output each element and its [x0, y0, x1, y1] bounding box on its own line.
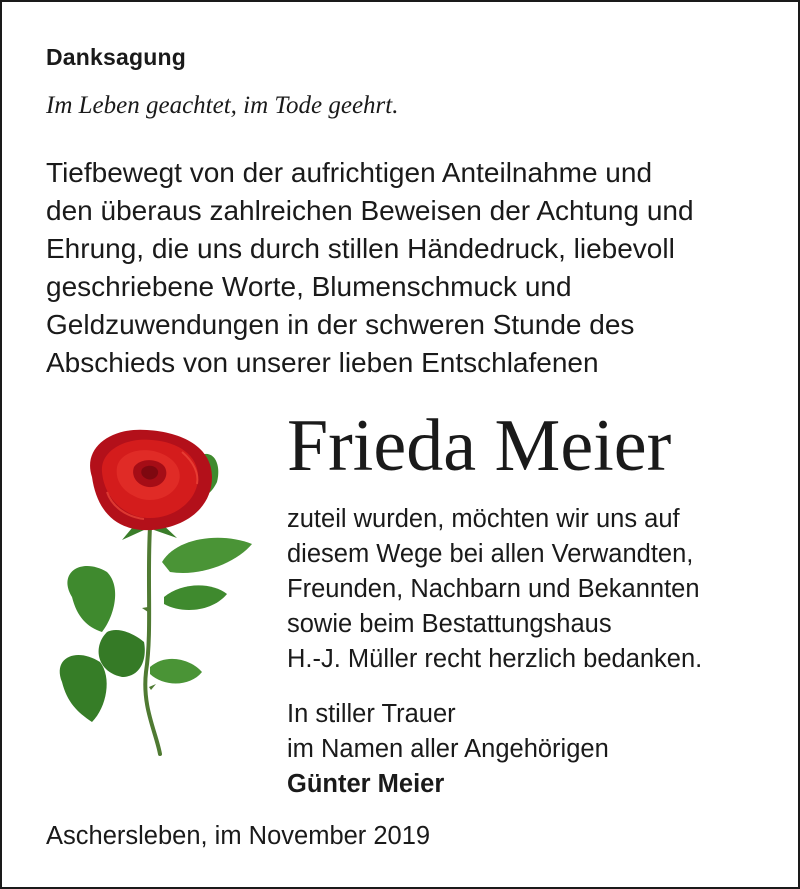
thanks-line: sowie beim Bestattungshaus: [287, 610, 612, 638]
intro-line: den überaus zahlreichen Beweisen der Achtung und: [46, 195, 694, 226]
rose-leaf: [99, 630, 145, 677]
rose-thorn: [142, 607, 148, 612]
intro-line: Abschieds von unserer lieben Entschlafenen: [46, 347, 599, 378]
notice-heading: Danksagung: [46, 44, 187, 70]
mourning-line: In stiller Trauer: [287, 700, 456, 728]
intro-line: Tiefbewegt von der aufrichtigen Anteilnahme und: [46, 157, 653, 188]
signer-name: Günter Meier: [287, 770, 445, 798]
mourning-block: [287, 697, 609, 802]
rose-leaf: [162, 538, 252, 573]
thanks-line: diesem Wege bei allen Verwandten,: [287, 540, 694, 568]
rose-leaf: [67, 566, 115, 632]
place-date: Aschersleben, im November 2019: [46, 822, 431, 850]
deceased-name: Frieda Meier: [287, 405, 672, 487]
rose-leaf: [60, 655, 107, 722]
rose-leaf: [150, 659, 202, 684]
thanks-text: [287, 502, 702, 677]
rose-stem: [145, 527, 160, 754]
rose-leaf: [164, 585, 227, 610]
thanks-line: H.-J. Müller recht herzlich bedanken.: [287, 645, 703, 673]
thanks-line: zuteil wurden, möchten wir uns auf: [287, 505, 680, 533]
thanks-line: Freunden, Nachbarn und Bekannten: [287, 575, 700, 603]
intro-line: Geldzuwendungen in der schweren Stunde des: [46, 309, 635, 340]
mourning-line: im Namen aller Angehörigen: [287, 735, 609, 763]
motto: Im Leben geachtet, im Tode geehrt.: [46, 92, 399, 119]
intro-text: [46, 154, 786, 382]
red-rose-icon: [52, 422, 262, 762]
intro-line: Ehrung, die uns durch stillen Händedruck, liebevoll: [46, 233, 675, 264]
intro-line: geschriebene Worte, Blumenschmuck und: [46, 271, 572, 302]
rose-thorn: [149, 684, 156, 690]
